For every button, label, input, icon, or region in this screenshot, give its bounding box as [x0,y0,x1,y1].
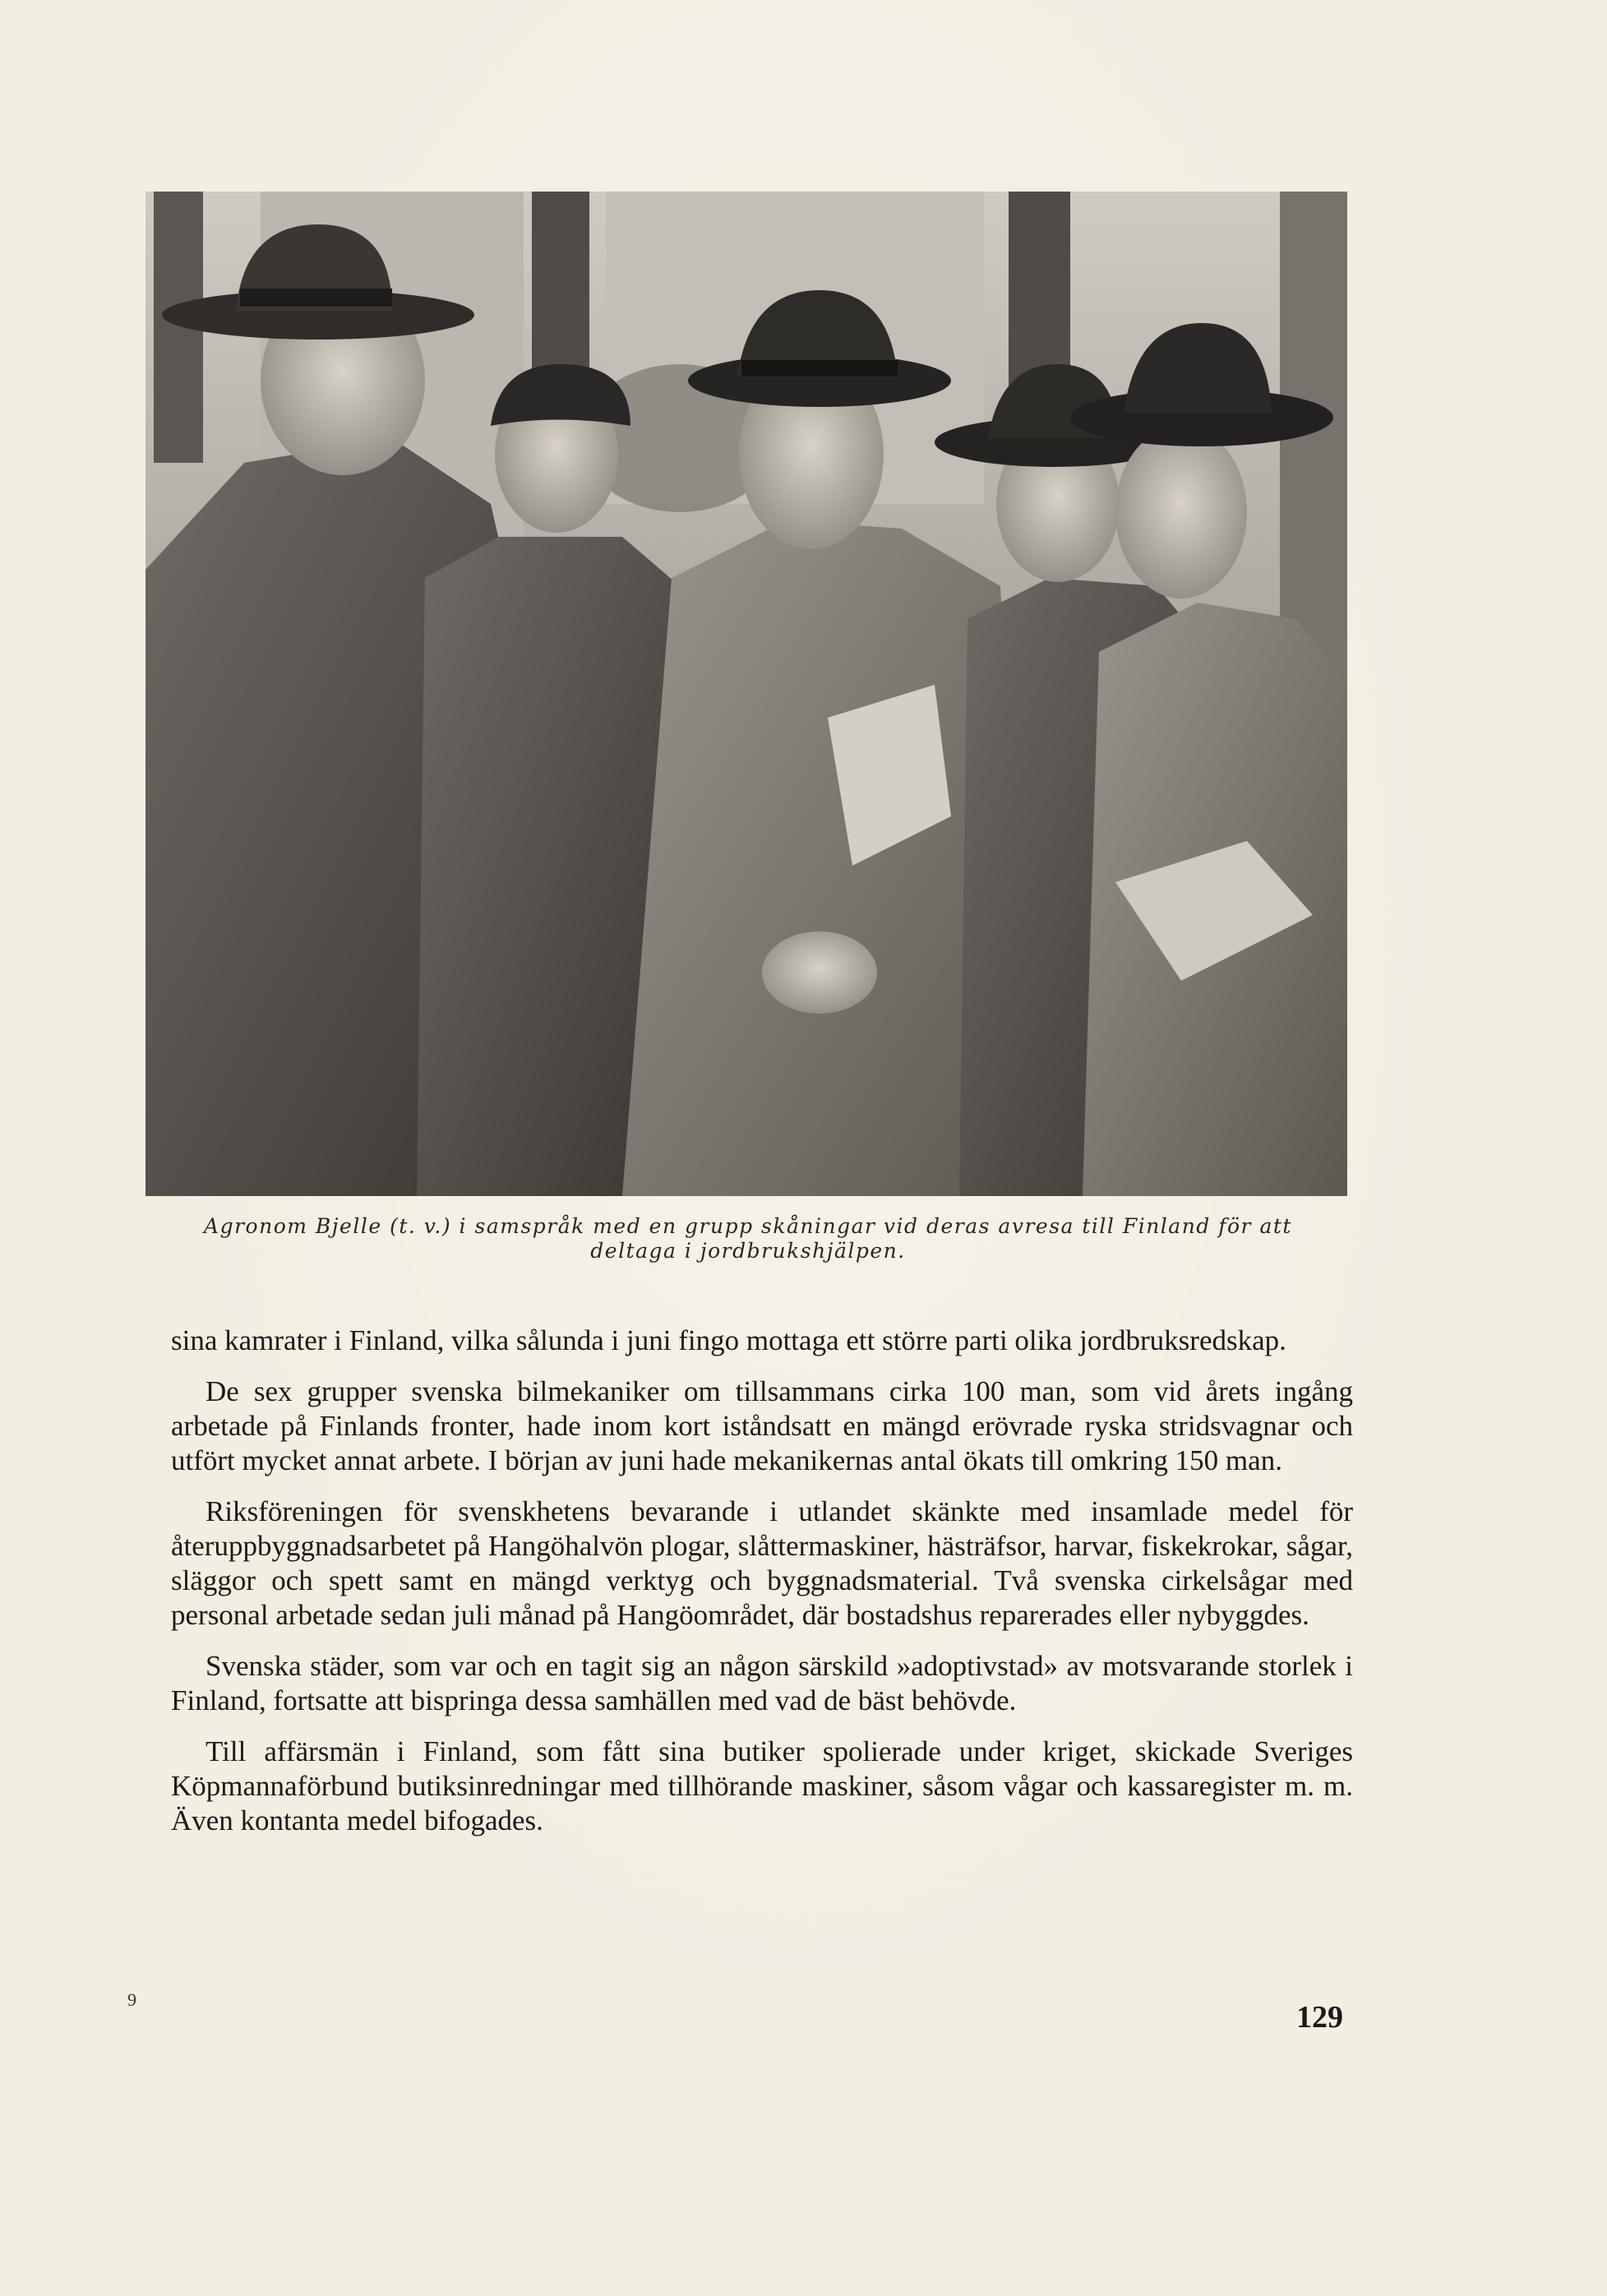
caption-line-1: Agronom Bjelle (t. v.) i samspråk med en grupp skåningar vid deras avresa till Finland för att [204,1214,1292,1238]
paragraph-4: Svenska städer, som var och en tagit sig an någon särskild »adoptivstad» av motsvarande storlek i Finland, fortsatte att bispringa dessa samhällen med vad de bäst behövde. [171,1650,1353,1716]
photograph [145,192,1347,1196]
page-number: 129 [1296,2000,1343,2035]
photograph-icon [145,192,1347,1196]
paragraph-2: De sex grupper svenska bilmekaniker om tillsammans cirka 100 man, som vid årets ingång arbetade på Finlands fronter, hade inom kort iståndsatt en mängd erövrade ryska stridsvagnar och utfört mycket annat arbete. I början av juni hade mekanikernas antal ökats till omkring 150 man. [171,1375,1353,1476]
body-text [171,1324,1353,1855]
paragraph-1: sina kamrater i Finland, vilka sålunda i juni fingo mottaga ett större parti olika jordbruksredskap. [171,1324,1286,1356]
photo-caption [152,1214,1344,1263]
caption-line-2: deltaga i jordbrukshjälpen. [590,1239,906,1263]
paragraph-5: Till affärsmän i Finland, som fått sina butiker spolierade under kriget, skickade Sveriges Köpmannaförbund butiksinredningar med tillhörande maskiner, såsom vågar och kassaregister m. m. Även kontanta medel bifogades. [171,1735,1353,1836]
signature-mark: 9 [127,1989,136,2010]
paragraph-3: Riksföreningen för svenskhetens bevarande i utlandet skänkte med insamlade medel för återuppbyggnadsarbetet på Hangöhalvön plogar, slåttermaskiner, hästräfsor, harvar, fiskekrokar, sågar, släggor och spett samt en mängd verktyg och byggnadsmaterial. Två svenska cirkelsågar med personal arbetade sedan juli månad på Hangöområdet, där bostadshus reparerades eller nybyggdes. [171,1495,1353,1631]
